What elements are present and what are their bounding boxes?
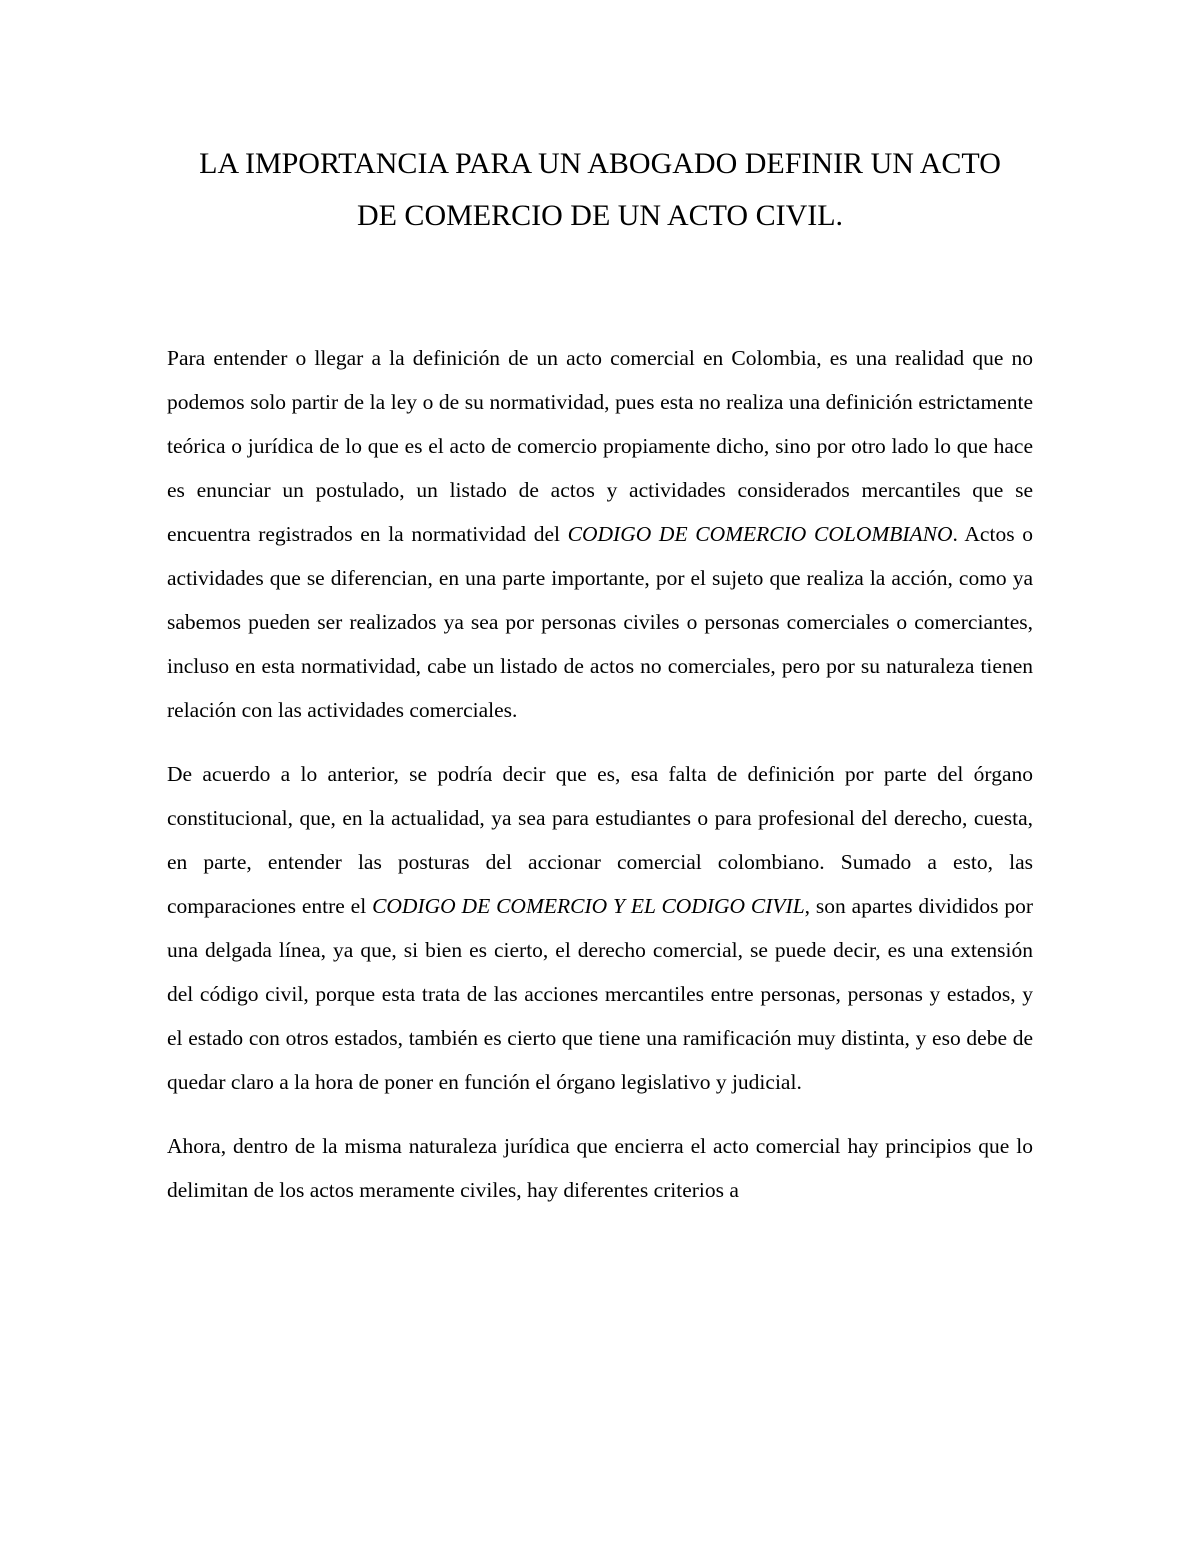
document-body	[167, 336, 1033, 1232]
paragraph-2	[167, 752, 1033, 1104]
paragraph-2-text-a: De acuerdo a lo anterior, se podría decir que es, esa falta de definición por parte del órgano constitucional, que, en la actualidad, ya sea para estudiantes o para profesional del derecho, cuesta, en parte, entender las posturas del accionar comercial colombiano. Sumado a esto, las comparaciones entre el	[167, 762, 1033, 918]
paragraph-1	[167, 336, 1033, 732]
paragraph-1-text-a: Para entender o llegar a la definición de un acto comercial en Colombia, es una realidad que no podemos solo partir de la ley o de su normatividad, pues esta no realiza una definición estrictamente teórica o jurídica de lo que es el acto de comercio propiamente dicho, sino por otro lado lo que hace es enunciar un postulado, un listado de actos y actividades considerados mercantiles que se encuentra registrados en la normatividad del	[167, 346, 1033, 546]
page-title	[120, 138, 1080, 242]
paragraph-1-italic-code-reference: CODIGO DE COMERCIO COLOMBIANO	[567, 522, 953, 546]
paragraph-3-text-a: Ahora, dentro de la misma naturaleza jurídica que encierra el acto comercial hay principios que lo delimitan de los actos meramente civiles, hay diferentes criterios a	[167, 1134, 1033, 1202]
title-line-1: LA IMPORTANCIA PARA UN ABOGADO DEFINIR UN ACTO	[199, 147, 1001, 180]
paragraph-1-text-b: . Actos o actividades que se diferencian, en una parte importante, por el sujeto que realiza la acción, como ya sabemos pueden ser realizados ya sea por personas civiles o personas comerciales o comerciantes, incluso en esta normatividad, cabe un listado de actos no comerciales, pero por su naturaleza tienen relación con las actividades comerciales.	[167, 522, 1033, 722]
paragraph-2-italic-code-reference: CODIGO DE COMERCIO Y EL CODIGO CIVIL	[372, 894, 805, 918]
paragraph-2-text-b: , son apartes divididos por una delgada línea, ya que, si bien es cierto, el derecho comercial, se puede decir, es una extensión del código civil, porque esta trata de las acciones mercantiles entre personas, personas y estados, y el estado con otros estados, también es cierto que tiene una ramificación muy distinta, y eso debe de quedar claro a la hora de poner en función el órgano legislativo y judicial.	[167, 894, 1033, 1094]
paragraph-3	[167, 1124, 1033, 1212]
title-line-2: DE COMERCIO DE UN ACTO CIVIL.	[356, 199, 844, 232]
